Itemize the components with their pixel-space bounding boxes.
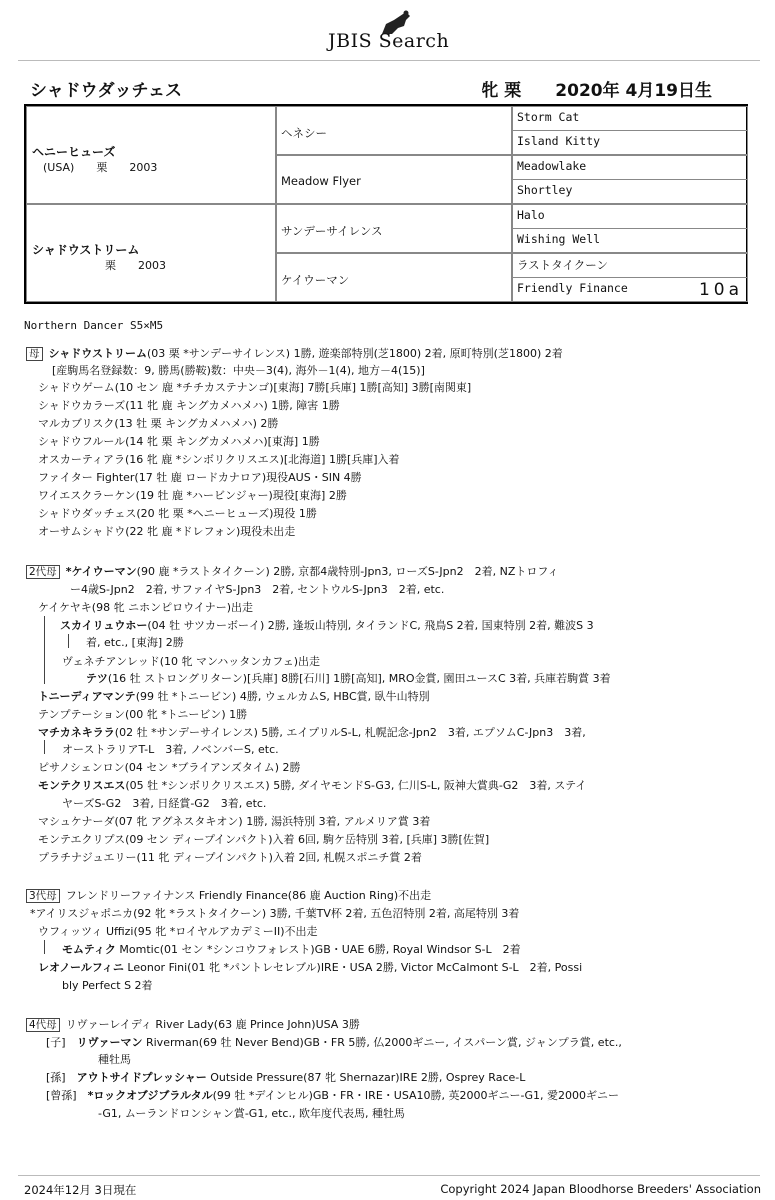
tree-connector	[68, 634, 69, 648]
g2-descendant[interactable]: モンテエクリプス(09 セン ディープインパクト)入着 6回, 駒ケ岳特別 3着, [兵庫] 3勝[佐賀]	[38, 833, 490, 846]
tree-connector	[44, 740, 45, 754]
g2-line-2: ー4歳S-Jpn2 2着, サファイヤS-Jpn3 2着, セントウルS-Jpn3 2着, etc.	[70, 583, 445, 596]
g2-descendant-cont: 着, etc., [東海] 2勝	[86, 636, 184, 649]
g2-descendant[interactable]: テンプテーション(00 牝 *トニービン) 1勝	[38, 708, 248, 721]
descendant-record: Leonor Fini(01 牝 *パントレセレブル)IRE・USA 2勝, Victor McCalmont S-L 2着, Possi	[123, 961, 583, 974]
offspring-item[interactable]: ワイエスクラーケン(19 牡 鹿 *ハービンジャー)現役[東海] 2勝	[38, 489, 347, 502]
g2-descendant-cont: オーストラリアT-L 3着, ノベンバーS, etc.	[62, 743, 279, 756]
descendant-name-bold: テツ	[86, 672, 108, 685]
descendant-record: (05 牡 *シンボリクリスエス) 5勝, ダイヤモンドS-G3, 仁川S-L, 阪神大賞典-G2 3着, ステイ	[125, 779, 587, 792]
pedigree-ddd[interactable]	[512, 277, 748, 302]
offspring-item[interactable]: オスカーティアラ(16 牝 鹿 *シンボリクリスエス)[北海道] 1勝[兵庫]入着	[38, 453, 400, 466]
logo-text: JBIS Search	[328, 30, 450, 52]
pedigree-ds[interactable]	[276, 204, 512, 253]
divider	[18, 60, 760, 61]
pedigree-sds[interactable]: Meadowlake	[512, 155, 748, 180]
pedigree-table	[24, 104, 748, 304]
sire-name: ヘニーヒューズ	[32, 145, 116, 159]
g2-descendant[interactable]: ヴェネチアンレッド(10 牝 マンハッタンカフェ)出走	[62, 655, 320, 668]
relation-label: [曾孫]	[46, 1089, 77, 1102]
descendant-name-bold: モムティク	[62, 943, 116, 956]
descendant-name-bold: アウトサイドプレッシャー	[76, 1071, 207, 1084]
dam-line-2: [産駒馬名登録数：9, 勝馬(勝鞍)数：中央－3(4), 海外－1(4), 地方－4(15)]	[52, 364, 425, 377]
pedigree-dam[interactable]	[26, 204, 276, 302]
g4-descendant[interactable]	[46, 1036, 622, 1050]
ddd-name: Friendly Finance	[517, 281, 628, 295]
horse-color: 栗	[504, 81, 522, 101]
offspring-item[interactable]: ファイター Fighter(17 牡 鹿 ロードカナロア)現役AUS・SIN 4勝	[38, 471, 362, 484]
tree-connector	[44, 940, 45, 954]
descendant-name-bold: モンテクリスエス	[38, 779, 126, 792]
descendant-name-bold: スカイリュウホー	[60, 619, 148, 632]
dam-record: (03 栗 *サンデーサイレンス) 1勝, 遊楽部特別(芝1800) 2着, 原町特別(芝1800) 2着	[146, 347, 563, 360]
g3-descendant[interactable]	[38, 961, 582, 975]
g2-tag: 2代母	[26, 565, 60, 579]
jbis-logo[interactable]	[328, 10, 468, 54]
offspring-item[interactable]: オーサムシャドウ(22 牝 鹿 *ドレフォン)現役未出走	[38, 525, 296, 538]
descendant-record: (99 牡 *トニービン) 4勝, ウェルカムS, HBC賞, 臥牛山特別	[135, 690, 430, 703]
sd-name: Meadow Flyer	[281, 174, 361, 188]
g4-descendant[interactable]	[46, 1089, 619, 1103]
g4-descendant[interactable]	[46, 1071, 525, 1085]
footer-copyright: Copyright 2024 Japan Bloodhorse Breeders' Association	[440, 1182, 761, 1196]
g4-tag: 4代母	[26, 1018, 60, 1032]
horse-birth: 2020年 4月19日生	[555, 81, 712, 101]
descendant-name-bold: トニーディアマンテ	[38, 690, 136, 703]
g3-record[interactable]: フレンドリーファイナンス Friendly Finance(86 鹿 Auction Ring)不出走	[65, 889, 432, 902]
relation-label: [子]	[46, 1036, 66, 1049]
horse-header	[30, 76, 742, 102]
g3-descendant-cont: bly Perfect S 2着	[62, 979, 153, 992]
g2-descendant[interactable]: ピサノシェンロン(04 セン *ブライアンズタイム) 2勝	[38, 761, 301, 774]
family-code: 10a	[698, 280, 743, 300]
descendant-name-bold: *ロックオブジブラルタル	[87, 1089, 213, 1102]
descendant-name-bold: リヴァーマン	[76, 1036, 143, 1049]
g2-descendant[interactable]: ケイケヤキ(98 牝 ニホンピロウイナー)出走	[38, 601, 254, 614]
descendant-record: (04 牡 サツカーボーイ) 2勝, 逢坂山特別, タイランドC, 飛鳥S 2着, 国東特別 2着, 難波S 3	[147, 619, 594, 632]
pedigree-sire[interactable]	[26, 106, 276, 204]
offspring-item[interactable]: シャドウフルール(14 牝 栗 キングカメハメハ)[東海] 1勝	[38, 435, 320, 448]
relation-label: [孫]	[46, 1071, 66, 1084]
dam-tag: 母	[26, 347, 43, 361]
g2-descendant-cont: ヤーズS-G2 3着, 日経賞-G2 3着, etc.	[62, 797, 267, 810]
g4-descendant-cont: -G1, ムーランドロンシャン賞-G1, etc., 欧年度代表馬, 種牡馬	[98, 1107, 405, 1120]
descendant-name-bold: マチカネキララ	[38, 726, 115, 739]
g3-tag: 3代母	[26, 889, 60, 903]
pedigree-sd[interactable]	[276, 155, 512, 204]
g4-descendant-cont: 種牡馬	[98, 1053, 131, 1066]
g3-descendant[interactable]	[62, 943, 521, 957]
g2-descendant[interactable]	[60, 619, 594, 633]
offspring-item[interactable]: マルカブリスク(13 牡 栗 キングカメハメハ) 2勝	[38, 417, 279, 430]
descendant-record: (02 牡 *サンデーサイレンス) 5勝, エイプリルS-L, 札幌記念-Jpn2 3着, エプソムC-Jpn3 3着,	[114, 726, 586, 739]
pedigree-dsd[interactable]: Wishing Well	[512, 228, 748, 253]
dam-info: 栗 2003	[105, 259, 166, 272]
pedigree-dd[interactable]	[276, 253, 512, 302]
descendant-record: Riverman(69 牡 Never Bend)GB・FR 5勝, 仏2000ギニー, イスパーン賞, ジャンプラ賞, etc.,	[142, 1036, 622, 1049]
sire-info: (USA) 栗 2003	[43, 161, 158, 174]
descendant-record: Outside Pressure(87 牝 Shernazar)IRE 2勝, Osprey Race-L	[206, 1071, 526, 1084]
descendant-record: (99 牡 *デインヒル)GB・FR・IRE・USA10勝, 英2000ギニー-G1, 愛2000ギニー	[212, 1089, 619, 1102]
g2-descendant[interactable]: マシュケナーダ(07 牝 アグネスタキオン) 1勝, 湯浜特別 3着, アルメリア賞 3着	[38, 815, 431, 828]
dam-line-1	[26, 347, 563, 361]
dd-name: ケイウーマン	[281, 273, 350, 287]
pedigree-ss[interactable]	[276, 106, 512, 155]
offspring-item[interactable]: シャドウダッチェス(20 牝 栗 *ヘニーヒューズ)現役 1勝	[38, 507, 317, 520]
horse-sex: 牝	[481, 81, 499, 101]
tree-connector	[44, 616, 45, 684]
pedigree-ssd[interactable]: Island Kitty	[512, 130, 748, 155]
g2-descendant[interactable]: プラチナジュエリー(11 牝 ディープインパクト)入着 2回, 札幌スポニチ賞 2着	[38, 851, 422, 864]
pedigree-sdd[interactable]: Shortley	[512, 179, 748, 204]
descendant-record: (16 牡 ストロングリターン)[兵庫] 8勝[石川] 1勝[高知], MRO金賞, 園田ユースC 3着, 兵庫若駒賞 3着	[107, 672, 611, 685]
g2-descendant[interactable]	[38, 779, 586, 793]
g2-descendant[interactable]	[86, 672, 611, 686]
descendant-record: Momtic(01 セン *シンコウフォレスト)GB・UAE 6勝, Royal Windsor S-L 2着	[115, 943, 521, 956]
g4-line-1	[26, 1018, 360, 1032]
dam-name: シャドウストリーム	[32, 243, 140, 257]
descendant-name-bold: レオノールフィニ	[38, 961, 124, 974]
g2-descendant[interactable]	[38, 726, 586, 740]
g4-record[interactable]: リヴァーレイディ River Lady(63 鹿 Prince John)USA 3勝	[65, 1018, 360, 1031]
g3-descendant[interactable]: *アイリスジャポニカ(92 牝 *ラストタイクーン) 3勝, 千葉TV杯 2着, 五色沼特別 2着, 高尾特別 3着	[30, 907, 520, 920]
g2-name-bold[interactable]: *ケイウーマン	[65, 565, 137, 578]
horse-profile	[481, 76, 712, 101]
ds-name: サンデーサイレンス	[281, 224, 383, 238]
g3-line-1	[26, 889, 431, 903]
dam-name-bold[interactable]: シャドウストリーム	[48, 347, 147, 360]
g2-descendant[interactable]	[38, 690, 430, 704]
footer-date: 2024年12月 3日現在	[24, 1183, 137, 1197]
offspring-item[interactable]: シャドウカラーズ(11 牝 鹿 キングカメハメハ) 1勝, 障害 1勝	[38, 399, 340, 412]
pedigree-dds[interactable]: ラストタイクーン	[512, 253, 748, 278]
footer-divider	[18, 1175, 760, 1176]
horse-name: シャドウダッチェス	[30, 81, 182, 101]
inbreeding-note: Northern Dancer S5×M5	[24, 319, 164, 332]
ss-name: ヘネシー	[281, 126, 327, 140]
pedigree-sss[interactable]: Storm Cat	[512, 106, 748, 131]
g2-line-1	[26, 565, 559, 579]
g2-record: (90 鹿 *ラストタイクーン) 2勝, 京都4歳特別-Jpn3, ローズS-Jpn2 2着, NZトロフィ	[136, 565, 559, 578]
g3-descendant[interactable]: ウフィッツィ Uffizi(95 牝 *ロイヤルアカデミーII)不出走	[38, 925, 318, 938]
pedigree-dss[interactable]: Halo	[512, 204, 748, 229]
offspring-item[interactable]: シャドウゲーム(10 セン 鹿 *チチカステナンゴ)[東海] 7勝[兵庫] 1勝[高知] 3勝[南関東]	[38, 381, 472, 394]
